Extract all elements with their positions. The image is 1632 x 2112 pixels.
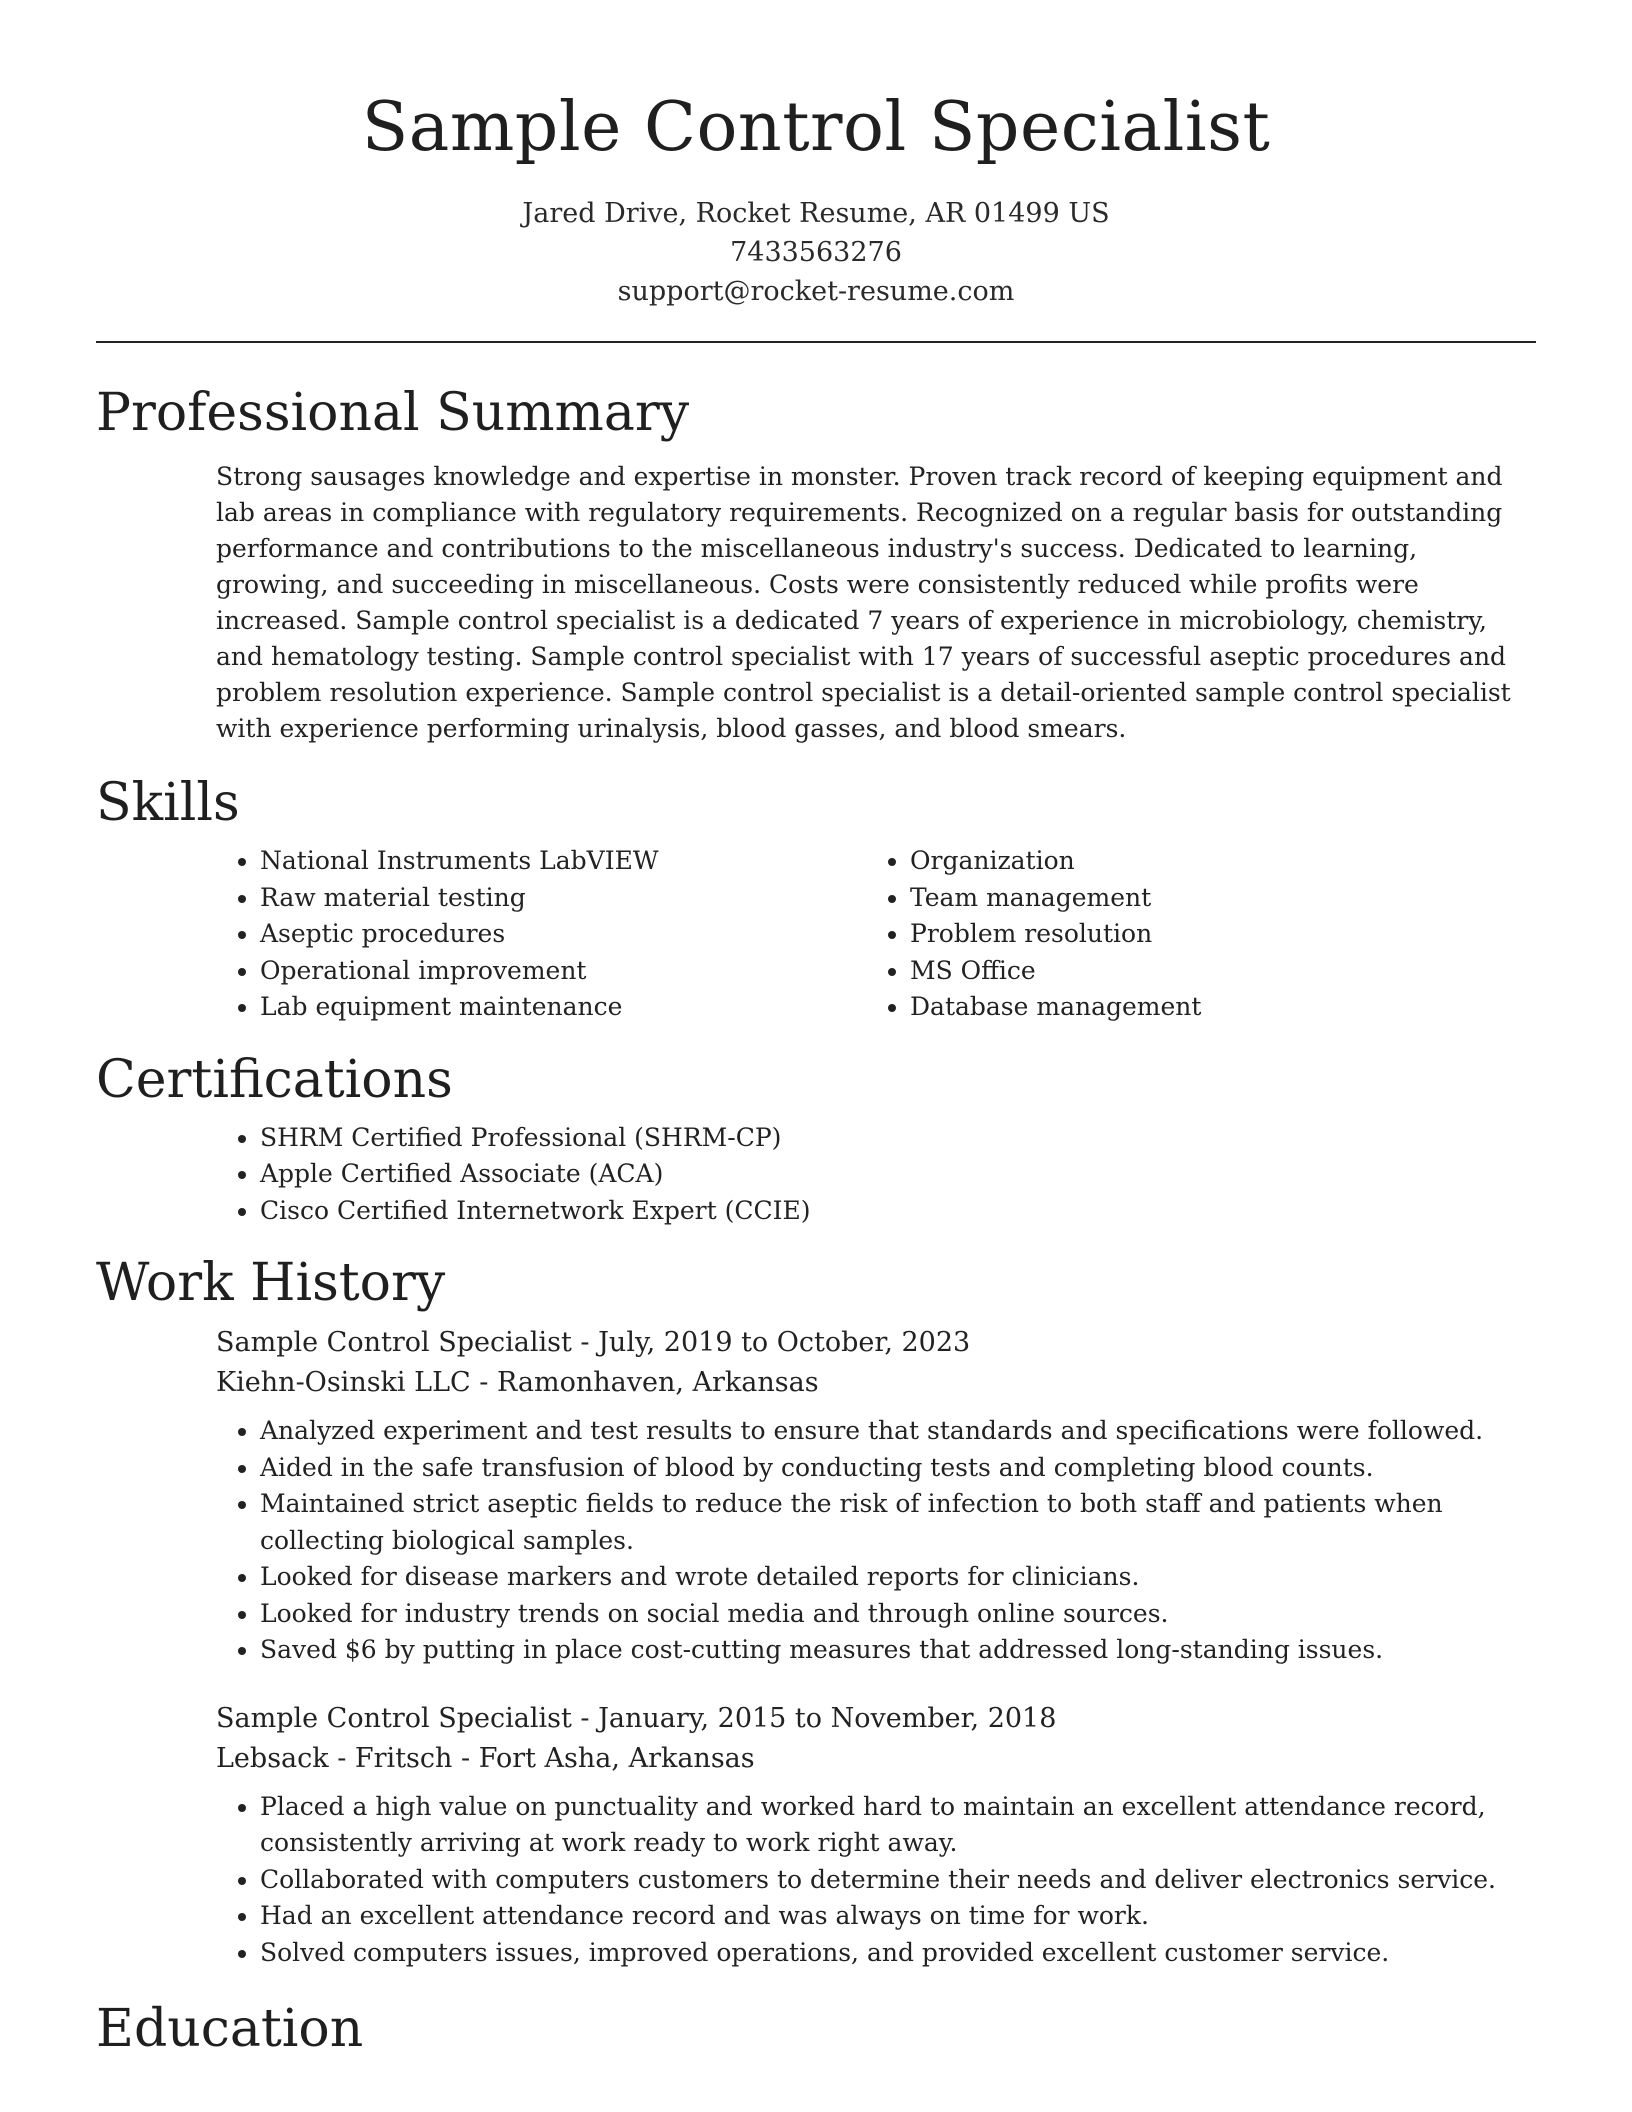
work-history-section <box>216 1323 1536 1971</box>
skill-item: • Aseptic procedures <box>260 916 866 953</box>
candidate-name: Sample Control Specialist <box>361 88 1271 167</box>
skill-item: • Lab equipment maintenance <box>260 989 866 1026</box>
skills-list-left <box>216 843 866 1026</box>
certifications-list <box>216 1120 1536 1230</box>
job-location: - Ramonhaven, Arkansas <box>470 1367 819 1398</box>
contact-block <box>96 194 1536 311</box>
skills-column-right <box>866 843 1516 1026</box>
job-duty: • Placed a high value on punctuality and worked hard to maintain an excellent attendance record, consistently arriving at work ready to work right away. <box>260 1789 1536 1862</box>
contact-email[interactable]: support@rocket-resume.com <box>617 276 1015 307</box>
job-duties-list <box>216 1413 1536 1669</box>
job-duty: • Looked for industry trends on social media and through online sources. <box>260 1596 1536 1633</box>
job-dates: - July, 2019 to October, 2023 <box>571 1327 971 1358</box>
job-role: Sample Control Specialist <box>216 1702 572 1734</box>
job-location: - Fort Asha, Arkansas <box>452 1742 755 1774</box>
resume-page <box>96 0 1536 2061</box>
education-heading: Education <box>96 1999 364 2059</box>
job-entry <box>216 1323 1536 1669</box>
certification-item: • SHRM Certified Professional (SHRM-CP) <box>260 1120 1536 1157</box>
skills-grid <box>216 843 1536 1026</box>
header-divider <box>96 341 1536 343</box>
certification-item: • Apple Certified Associate (ACA) <box>260 1156 1536 1193</box>
skills-column-left <box>216 843 866 1026</box>
job-duties-list <box>216 1789 1536 1972</box>
summary-heading: Professional Summary <box>96 383 690 443</box>
skills-list-right <box>866 843 1516 1026</box>
contact-address: Jared Drive, Rocket Resume, AR 01499 US <box>522 198 1110 229</box>
job-dates: - January, 2015 to November, 2018 <box>571 1702 1057 1734</box>
job-duty: • Saved $6 by putting in place cost-cutting measures that addressed long-standing issues. <box>260 1632 1536 1669</box>
job-company: Lebsack - Fritsch <box>216 1742 453 1774</box>
summary-text: Strong sausages knowledge and expertise in monster. Proven track record of keeping equipment and lab areas in compliance with regulatory requirements. Recognized on a regular basis for outstanding performance and contributions to the miscellaneous industry's success. Dedicated to learning, growing, and succeeding in miscellaneous. Costs were consistently reduced while profits were increased. Sample control specialist is a dedicated 7 years of experience in microbiology, chemistry, and hematology testing. Sample control specialist with 17 years of successful aseptic procedures and problem resolution experience. Sample control specialist is a detail-oriented sample control specialist with experience performing urinalysis, blood gasses, and blood smears. <box>216 462 1511 743</box>
skills-heading: Skills <box>96 773 240 833</box>
job-entry <box>216 1699 1536 1972</box>
skill-item: • Team management <box>910 880 1516 917</box>
job-duty: • Collaborated with computers customers to determine their needs and deliver electronics service. <box>260 1862 1536 1899</box>
certifications-heading: Certifications <box>96 1049 453 1110</box>
skill-item: • Database management <box>910 989 1516 1026</box>
skill-item: • Organization <box>910 843 1516 880</box>
skills-section <box>216 843 1536 1026</box>
job-company-line <box>216 1739 1536 1779</box>
job-role: Sample Control Specialist <box>216 1327 572 1358</box>
skill-item: • MS Office <box>910 953 1516 990</box>
certification-item: • Cisco Certified Internetwork Expert (CCIE) <box>260 1193 1536 1230</box>
skill-item: • Problem resolution <box>910 916 1516 953</box>
job-title-line <box>216 1323 1536 1363</box>
skill-item: • National Instruments LabVIEW <box>260 843 866 880</box>
job-company: Kiehn-Osinski LLC <box>216 1367 471 1398</box>
job-duty: • Aided in the safe transfusion of blood by conducting tests and completing blood counts. <box>260 1450 1536 1487</box>
work-history-heading: Work History <box>96 1253 446 1313</box>
job-duty: • Analyzed experiment and test results to ensure that standards and specifications were followed. <box>260 1413 1536 1450</box>
job-duty: • Solved computers issues, improved operations, and provided excellent customer service. <box>260 1935 1536 1972</box>
job-duty: • Maintained strict aseptic fields to reduce the risk of infection to both staff and patients when collecting biological samples. <box>260 1486 1536 1559</box>
skill-item: • Operational improvement <box>260 953 866 990</box>
job-company-line <box>216 1363 1536 1403</box>
contact-phone: 7433563276 <box>730 237 902 268</box>
certifications-section <box>216 1120 1536 1230</box>
job-title-line <box>216 1699 1536 1739</box>
skill-item: • Raw material testing <box>260 880 866 917</box>
job-duty: • Looked for disease markers and wrote detailed reports for clinicians. <box>260 1559 1536 1596</box>
job-duty: • Had an excellent attendance record and was always on time for work. <box>260 1898 1536 1935</box>
